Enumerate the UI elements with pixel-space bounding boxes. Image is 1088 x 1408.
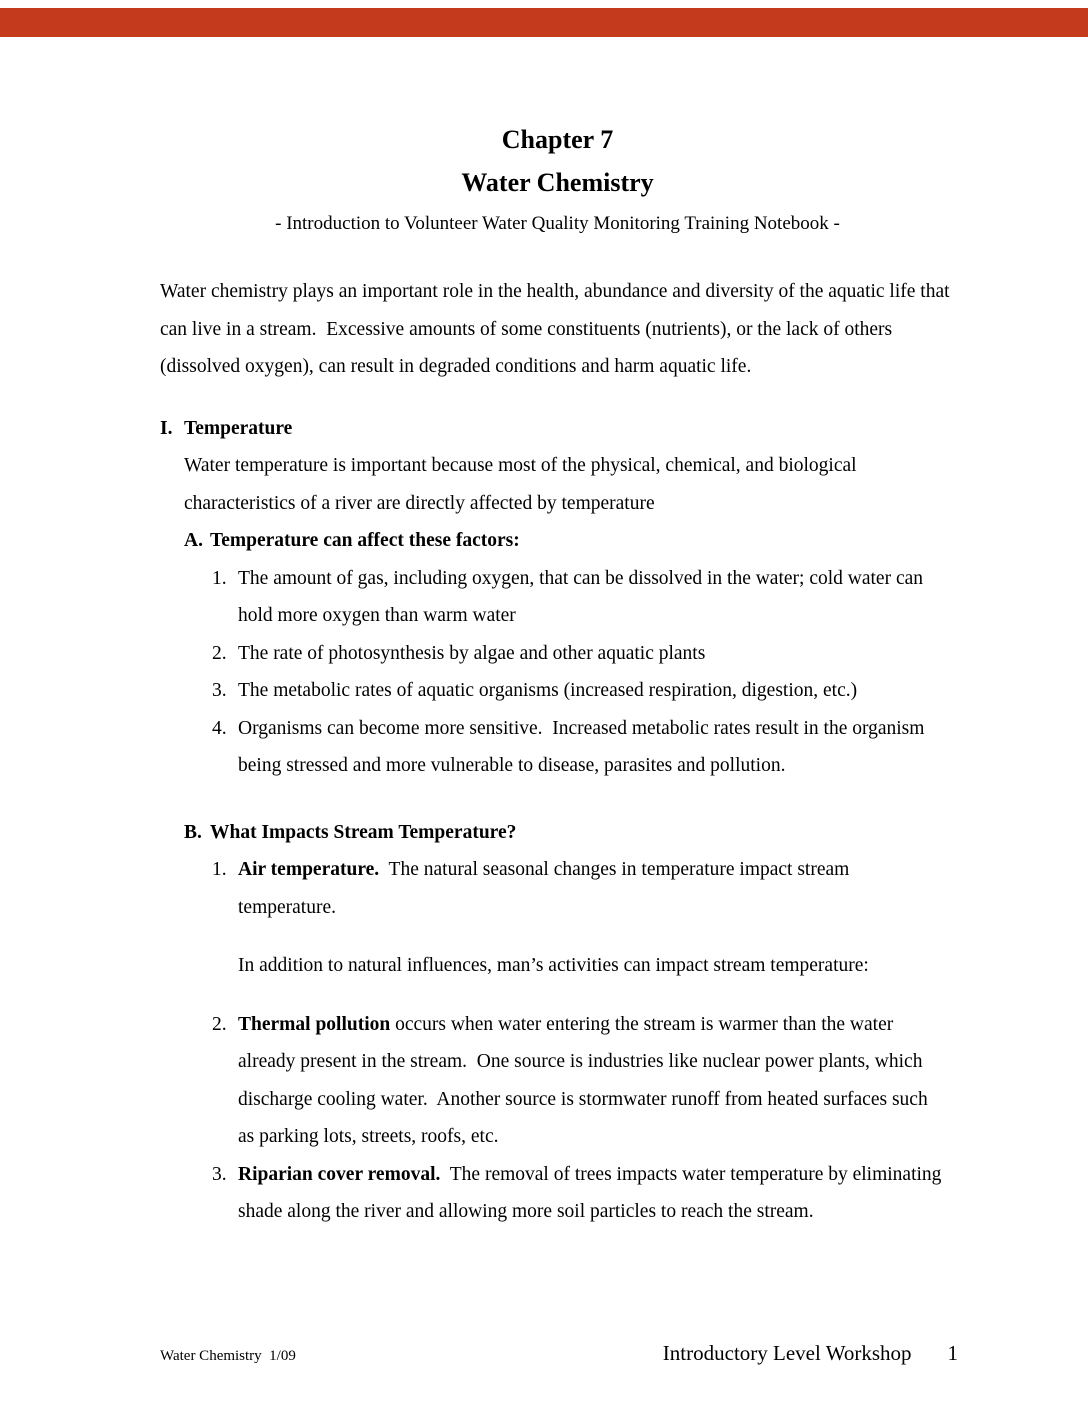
intro-paragraph: Water chemistry plays an important role in the health, abundance and diversity of the aquatic life that can live in a stream. Excessive amounts of some constituents (nutrients), or the lack of others (dissolved oxygen), can result in degraded conditions and harm aquatic life. [160, 281, 955, 377]
list-item [212, 851, 955, 926]
item-text [238, 1156, 946, 1231]
item-number-spacer [212, 947, 238, 985]
footer-right-text: Introductory Level Workshop [662, 1341, 912, 1365]
subsection-b-heading-row [184, 814, 955, 852]
item-text [238, 710, 946, 785]
item-number: 4. [212, 717, 227, 739]
footer-document-label: Water Chemistry 1/09 [160, 1348, 296, 1364]
item-number: 2. [212, 642, 227, 664]
document-subtitle: - Introduction to Volunteer Water Quality Monitoring Training Notebook - [275, 213, 840, 234]
footer-workshop-label [663, 1341, 958, 1366]
list-item [212, 1156, 955, 1231]
item-text [238, 672, 946, 710]
section-heading-row [160, 410, 955, 448]
item-body: occurs when water entering the stream is warmer than the water already present in the stream. One source is industries like nuclear power plants, which discharge cooling water. Another source is stormwater runoff from heated surfaces such as parking lots, streets, roofs, etc. [238, 1013, 933, 1147]
item-number: 1. [212, 567, 227, 589]
item-number: 1. [212, 859, 227, 880]
chapter-heading: Chapter 7 [501, 125, 614, 154]
list-item [212, 710, 955, 785]
page-content [160, 0, 955, 1231]
subsection-b-title: What Impacts Stream Temperature? [210, 821, 517, 843]
item-body: The removal of trees impacts water temperature by eliminating shade along the river and allowing more soil particles to reach the stream. [238, 1163, 947, 1222]
item-lead: Riparian cover removal. [238, 1163, 441, 1185]
list-item [212, 672, 955, 710]
page-footer [160, 1341, 958, 1366]
item-body: The metabolic rates of aquatic organisms (increased respiration, digestion, etc.) [238, 680, 858, 701]
list-item [212, 560, 955, 635]
item-body: The rate of photosynthesis by algae and other aquatic plants [238, 642, 706, 664]
item-text [238, 635, 946, 673]
list-item [212, 635, 955, 673]
subsection-a-label: A. [184, 530, 203, 551]
interlude-paragraph: In addition to natural influences, man’s activities can impact stream temperature: [238, 955, 869, 976]
item-lead: Thermal pollution [238, 1013, 391, 1035]
subsection-a-heading-row [184, 522, 955, 560]
subsection-a-title: Temperature can affect these factors: [210, 530, 520, 551]
list-item [212, 1006, 955, 1156]
item-number: 3. [212, 1163, 227, 1185]
item-body: The natural seasonal changes in temperature impact stream temperature. [238, 859, 855, 918]
document-title: Water Chemistry [461, 168, 654, 197]
item-text [238, 1006, 946, 1156]
interlude-paragraph-row [212, 947, 955, 985]
item-text [238, 560, 946, 635]
subsection-b-label: B. [184, 821, 202, 843]
section-title: Temperature [184, 417, 293, 439]
item-lead: Air temperature. [238, 859, 380, 880]
item-body: Organisms can become more sensitive. Increased metabolic rates result in the organism being stressed and more vulnerable to disease, parasites and pollution. [238, 717, 930, 776]
section-paragraph: Water temperature is important because most of the physical, chemical, and biological characteristics of a river are directly affected by temperature [184, 455, 862, 514]
item-number: 3. [212, 680, 227, 701]
item-number: 2. [212, 1013, 227, 1035]
page-number: 1 [947, 1341, 958, 1365]
item-text [238, 851, 946, 926]
section-number: I. [160, 417, 173, 439]
item-body: The amount of gas, including oxygen, that can be dissolved in the water; cold water can hold more oxygen than warm water [238, 567, 928, 626]
